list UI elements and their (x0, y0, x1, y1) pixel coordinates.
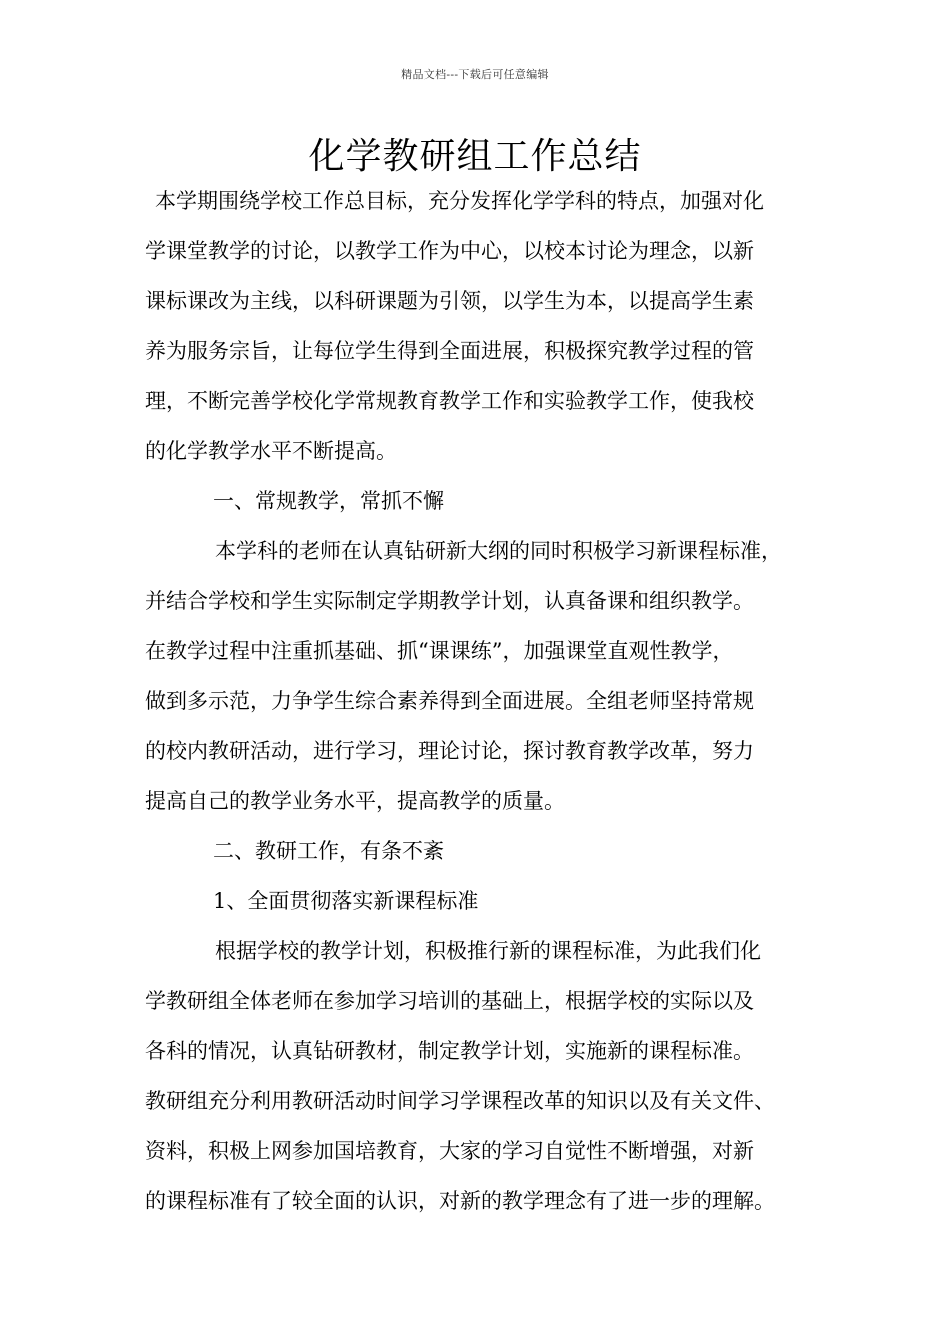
paragraph-line: 并结合学校和学生实际制定学期教学计划，认真备课和组织教学。 (145, 589, 754, 613)
paragraph-line: 在教学过程中注重抓基础、抓“课课练”，加强课堂直观性教学， (145, 639, 734, 663)
paragraph-line: 根据学校的教学计划，积极推行新的课程标准，为此我们化 (215, 939, 761, 963)
paragraph-line: 提高自己的教学业务水平，提高教学的质量。 (145, 789, 565, 813)
page-header: 精品文档---下载后可任意编辑 (401, 68, 549, 81)
paragraph-line: 教研组充分利用教研活动时间学习学课程改革的知识以及有关文件、 (145, 1089, 775, 1113)
paragraph-line: 本学期围绕学校工作总目标，充分发挥化学学科的特点，加强对化 (155, 189, 764, 213)
paragraph-line: 学教研组全体老师在参加学习培训的基础上，根据学校的实际以及 (145, 989, 754, 1013)
paragraph-line: 的化学教学水平不断提高。 (145, 439, 397, 463)
paragraph-line: 做到多示范，力争学生综合素养得到全面进展。全组老师坚持常规 (145, 689, 754, 713)
document-title: 化学教研组工作总结 (308, 136, 642, 177)
paragraph-line: 资料，积极上网参加国培教育，大家的学习自觉性不断增强，对新 (145, 1139, 754, 1163)
paragraph-line: 的校内教研活动，进行学习，理论讨论，探讨教育教学改革，努力 (145, 739, 754, 763)
paragraph-line: 的课程标准有了较全面的认识，对新的教学理念有了进一步的理解。 (145, 1189, 775, 1213)
subsection-heading: 1、全面贯彻落实新课程标准 (213, 889, 479, 913)
paragraph-line: 学课堂教学的讨论，以教学工作为中心，以校本讨论为理念，以新 (145, 239, 754, 263)
section-heading: 一、常规教学，常抓不懈 (213, 489, 444, 513)
paragraph-line: 各科的情况，认真钻研教材，制定教学计划，实施新的课程标准。 (145, 1039, 754, 1063)
paragraph-line: 理，不断完善学校化学常规教育教学工作和实验教学工作，使我校 (145, 389, 754, 413)
section-heading: 二、教研工作，有条不紊 (213, 839, 444, 863)
paragraph-line: 本学科的老师在认真钻研新大纲的同时积极学习新课程标准， (215, 539, 782, 563)
paragraph-line: 课标课改为主线，以科研课题为引领，以学生为本，以提高学生素 (145, 289, 754, 313)
paragraph-line: 养为服务宗旨，让每位学生得到全面进展，积极探究教学过程的管 (145, 339, 754, 363)
